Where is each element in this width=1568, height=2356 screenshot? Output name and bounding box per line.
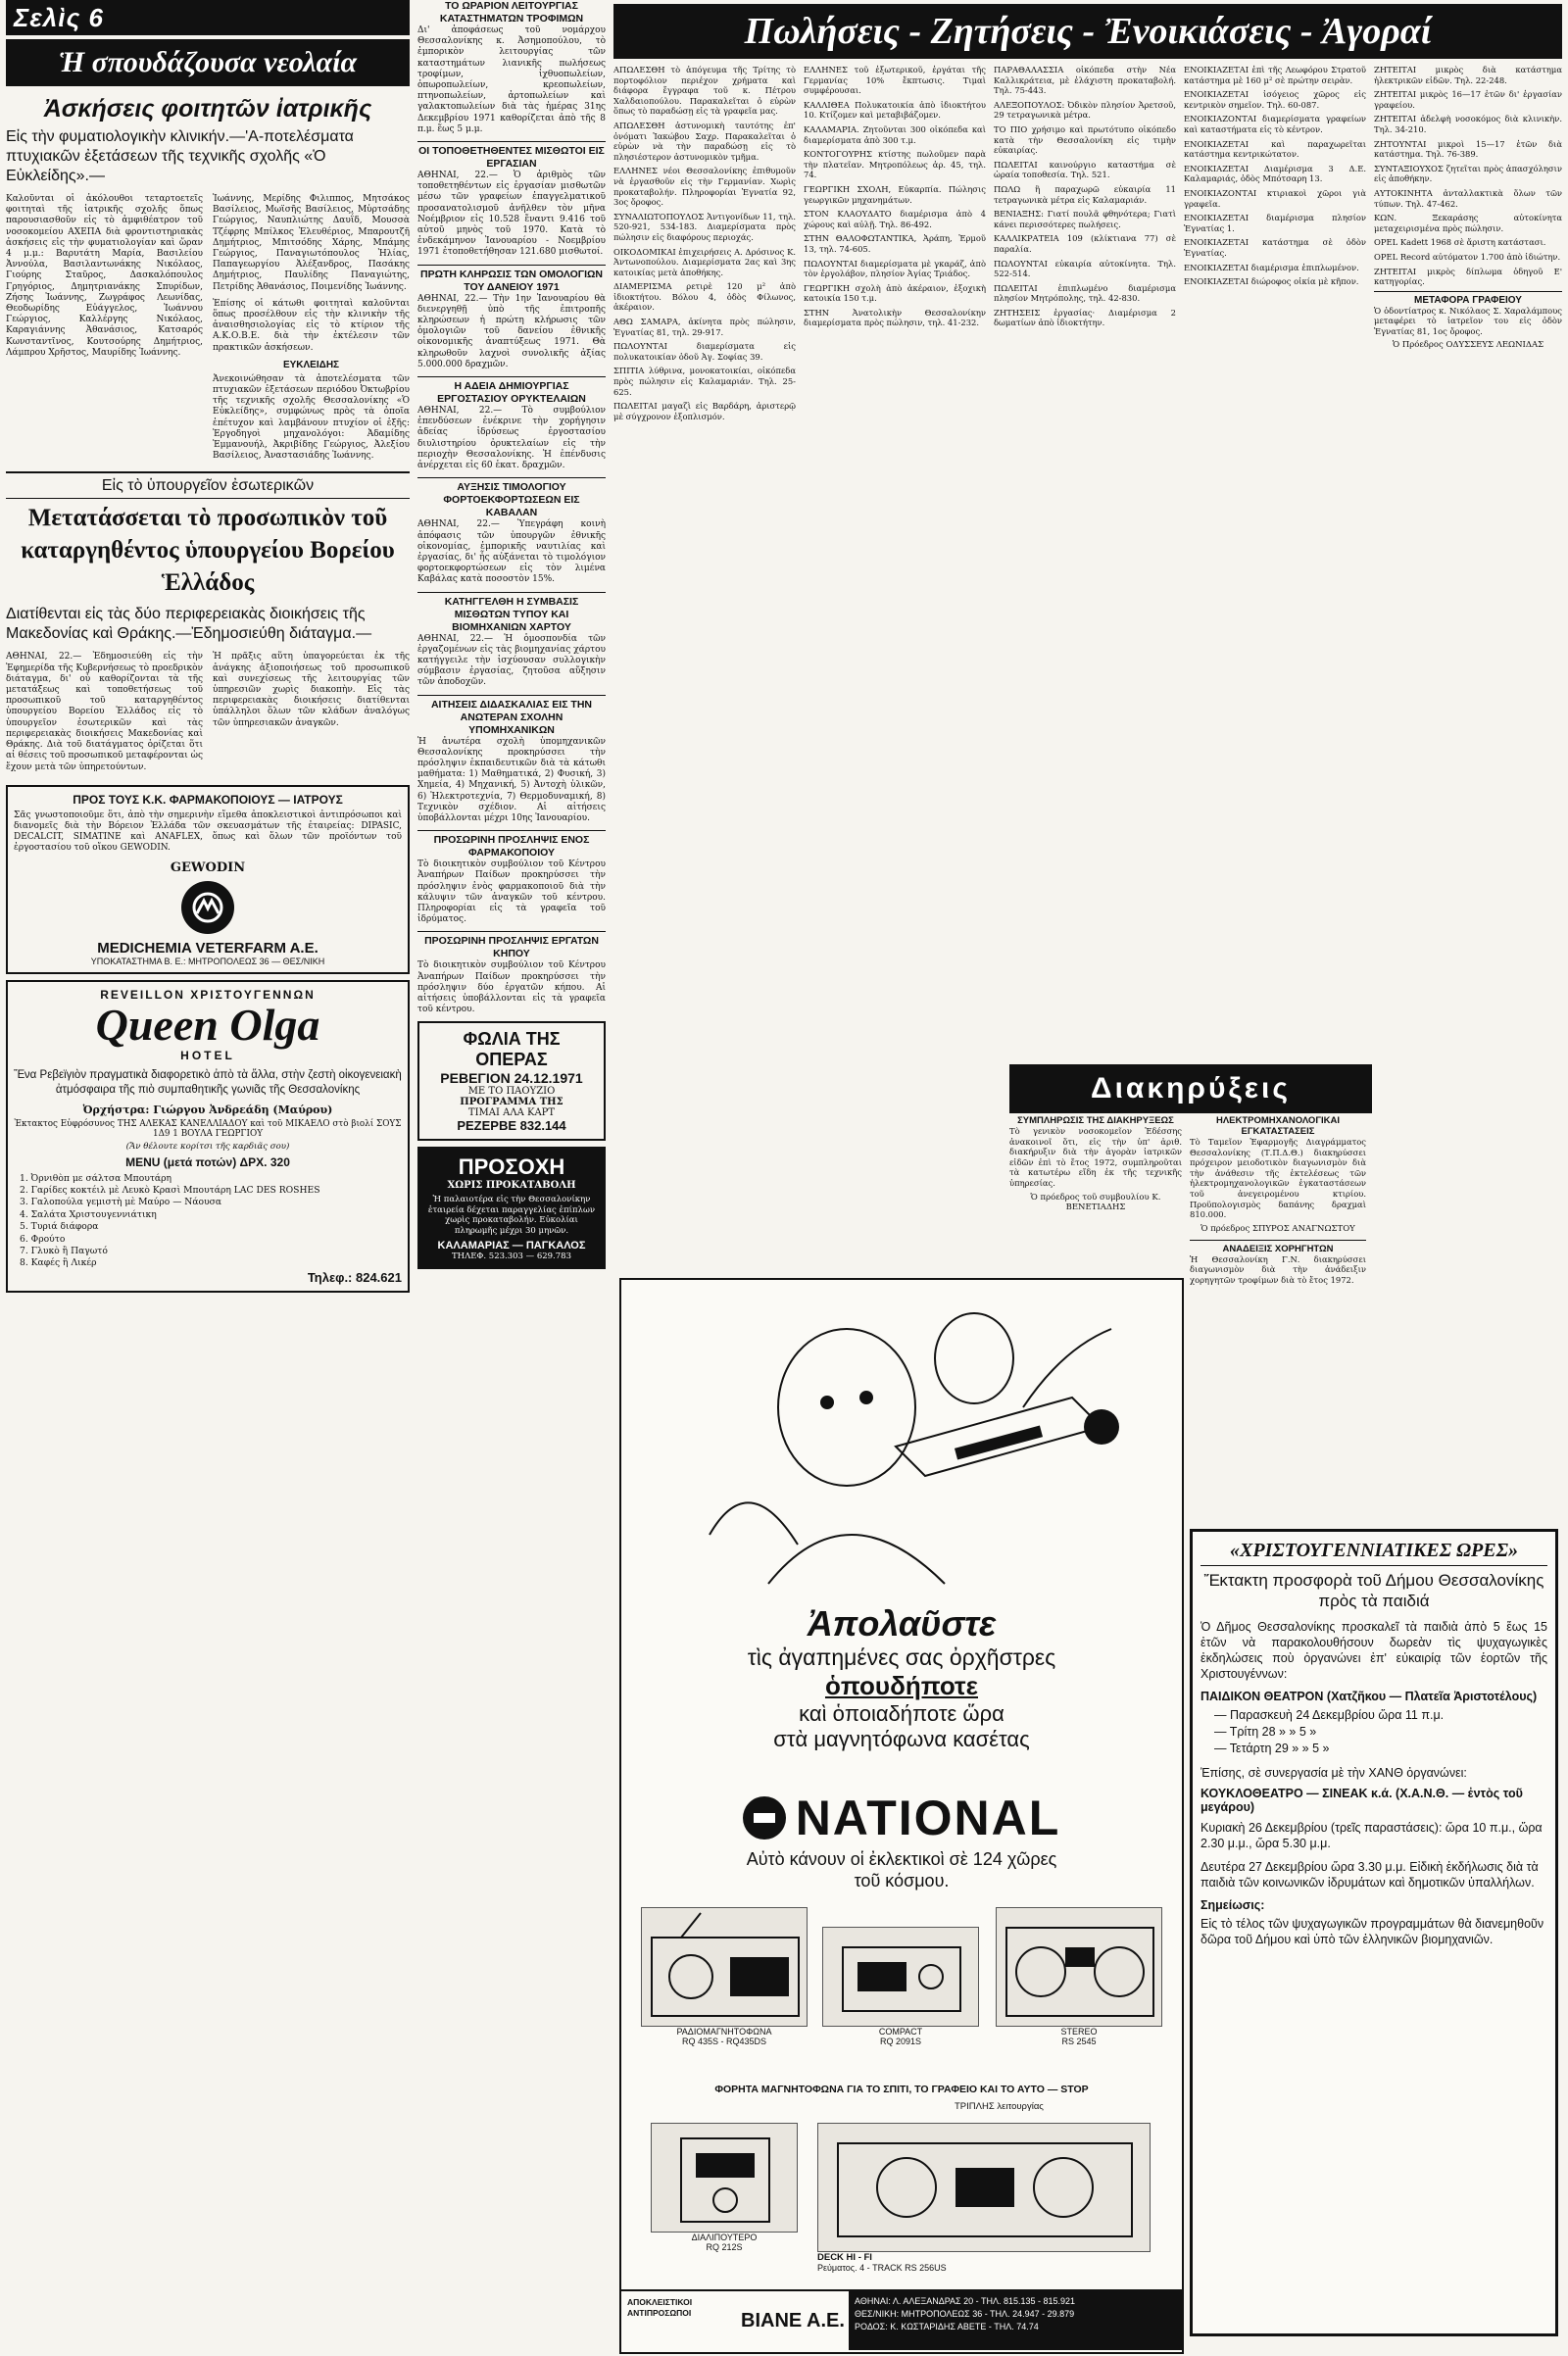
furniture-ad	[417, 1147, 606, 1269]
second-column	[417, 0, 606, 2356]
menu-item: 8. Καφές ἢ Λικέρ	[20, 1257, 97, 1269]
classified-column-a	[613, 65, 796, 1358]
classified-ad: ΖΗΤΕΙΤΑΙ μικρὸς διὰ κατάστημα ἠλεκτρικῶν εἰδῶν. Τηλ. 22-248.	[1374, 65, 1562, 85]
news-title: Η ΑΔΕΙΑ ΔΗΜΙΟΥΡΓΙΑΣ ΕΡΓΟΣΤΑΣΙΟΥ ΟΡΥΚΤΕΛΑΙΩΝ	[437, 380, 586, 406]
warn-title: ΠΡΟΣΟΧΗ	[458, 1154, 565, 1180]
dist-address: ΡΟΔΟΣ: Κ. ΚΩΣΤΑΡΙΔΗΣ ΑΒΕΤΕ - ΤΗΛ. 74.74	[855, 2322, 1039, 2331]
musician-illustration	[651, 1290, 1151, 1603]
classifieds-title: Πωλήσεις - Ζητήσεις - Ἐνοικιάσεις - Ἀγοραί	[744, 11, 1432, 52]
classified-ad: ΖΗΤΕΙΤΑΙ μικρὸς 16—17 ἐτῶν δι' ἐργασίαν γραφείου.	[1374, 89, 1562, 110]
office-move-body: Ὁ ὀδοντίατρος κ. Νικόλαος Σ. Χαραλάμπους μεταφέρει τὸ ἰατρεῖον του εἰς ὁδὸν Ἐγνατίας 81, 1ος ὄροφος.	[1374, 305, 1562, 336]
product-name: ΡΑΔΙΟΜΑΓΝΗΤΟΦΩΝΑ	[676, 2027, 772, 2037]
xmas-cinema: ΚΟΥΚΛΟΘΕΑΤΡΟ — ΣΙΝΕΑΚ κ.ά. (Χ.Α.Ν.Θ. — ἐντὸς τοῦ μεγάρου)	[1200, 1787, 1523, 1814]
xmas-session: Κυριακὴ 26 Δεκεμβρίου (τρεῖς παραστάσεις): ὥρα 10 π.μ., ὥρα 2.30 μ.μ., ὥρα 5.30 μ.μ.	[1200, 1821, 1543, 1850]
opera-ad	[417, 1021, 606, 1141]
classified-ad: ΠΑΡΑΘΑΛΑΣΣΙΑ οἰκόπεδα στὴν Νέα Καλλικράτεια, μὲ ἐλάχιστη προκαταβολή. Τηλ. 75-443.	[994, 65, 1176, 96]
classified-ad: ΖΗΤΕΙΤΑΙ ἀδελφὴ νοσοκόμος διὰ κλινικὴν. Τηλ. 34-210.	[1374, 114, 1562, 134]
diakiryxeis-banner	[1009, 1064, 1372, 1113]
news-item	[417, 699, 606, 825]
xmas-date: — Τετάρτη 29 » » 5 »	[1214, 1742, 1330, 1755]
opera-title: ΦΩΛΙΑ ΤΗΣ ΟΠΕΡΑΣ	[463, 1029, 561, 1070]
news-title: ΟΙ ΤΟΠΟΘΕΤΗΘΕΝΤΕΣ ΜΙΣΘΩΤΟΙ ΕΙΣ ΕΡΓΑΣΙΑΝ	[418, 145, 605, 171]
news-title: ΠΡΟΣΩΡΙΝΗ ΠΡΟΣΛΗΨΙΣ ΕΝΟΣ ΦΑΡΜΑΚΟΠΟΙΟΥ	[433, 834, 590, 859]
diak-left-body: Τὸ γενικὸν νοσοκομεῖον Ἐδέσσης ἀνακοινοῖ ὅτι, εἰς τὴν ὑπ' ἀριθ. διακήρυξιν διὰ τὴν ἀγορὰν ἰατρικῶν εἰδῶν ἐπὶ τὸ ἔτος 1972, συμπληροῦται τὰ κατωτέρω εἴδη ἐκ τῆς τεχνικῆς ὑπηρεσίας.	[1009, 1126, 1182, 1188]
product-code: Ρεύματος. 4 - TRACK RS 256US	[817, 2263, 947, 2273]
article-paragraph: Ἰωάννης, Μερίδης Φιλιππος, Μητσάκος Βασίλειος, Μωϊσῆς Βασίλειος, Μὑρτσάδης Γεώργιος, Ναυπλιώτης Δαυΐδ, Μουσσὰ Τζέφρης Μπίλκος Ἐλευθέριος, Μπαρουτζῆ Δημήτριος, Μπιτσόδης Χάρης, Μπάμης Γεώργιος, Παναγιωτόπουλος Ἠλίας, Παπαγεωργίου Ἀλέξανδρος, Πασάκης Δημήτριος, Παυλίδης Παναγιώτης, Πετρίδης Ἀθανάσιος, Ποιμενίδης Ἰωάννης.	[213, 194, 410, 292]
product-item	[651, 2123, 798, 2252]
product-item	[996, 1907, 1162, 2046]
orchestra: Ὀρχήστρα: Γιώργου Ἀνδρεάδη (Μαύρου)	[82, 1103, 333, 1116]
classified-ad: ΤΟ ΠΙΟ χρήσιμο καὶ πρωτότυπο οἰκόπεδο κατὰ τὴν Θεσσαλονίκη εἰς τιμὴν εὐκαιρίας.	[994, 123, 1176, 156]
classified-ad: OPEL Kadett 1968 σὲ ἄριστη κατάστασι.	[1374, 237, 1546, 248]
classified-ad: ΟΙΚΟΔΟΜΙΚΑΙ ἐπιχειρήσεις Α. Δρόσινος Κ. Ἀντωνοπούλου. Διαμερίσματα 2ας καὶ 3ης κατοικίας μετὰ ἀποθήκης.	[613, 246, 796, 277]
classified-ad: ΣΥΝΑΛΙΩΤΟΠΟΥΛΟΣ Ἀντιγονίδων 11, τηλ. 520-921, 534-183. Διαμερίσματα πρὸς πώλησιν εἰς διαφόρους περιοχάς.	[613, 211, 796, 242]
news-item	[417, 145, 606, 259]
classified-ad: ΠΩΛΟΥΝΤΑΙ διαμερίσματα εἰς πολυκατοικίαν ὀδοῦ Ἀγ. Σοφίας 39.	[613, 341, 796, 362]
warn-shop: ΚΑΛΑΜΑΡΙΑΣ — ΠΑΓΚΑΛΟΣ	[437, 1240, 586, 1252]
dist-name: ΒΙΑΝΕ Α.Ε.	[741, 2309, 845, 2331]
product-name: STEREO	[1060, 2027, 1098, 2037]
classified-ad: ΖΗΤΟΥΝΤΑΙ μικροὶ 15—17 ἐτῶν διὰ κατάστημα. Τηλ. 76-389.	[1374, 138, 1562, 160]
deck-hifi-image	[817, 2123, 1151, 2252]
slogan-line: τὶς ἀγαπημένες σας ὀρχῆστρες	[747, 1644, 1056, 1670]
classified-ad: ΚΟΝΤΟΓΟΥΡΗΣ κτίστης πωλοῦμεν παρὰ τὴν πλατεῖαν. Μητροπόλεως ἀρ. 45, τηλ. 74.	[804, 149, 986, 180]
classified-ad: ΓΕΩΡΓΙΚΗ σχολὴ ἀπὸ ἀκέραιον, ἐξοχικὴ κατοικία 150 τ.μ.	[804, 282, 986, 304]
article-kicker: Εἰς τὸ ὑπουργεῖον ἐσωτερικῶν	[101, 477, 315, 495]
classified-ad: ΠΩΛΟΥΝΤΑΙ εὐκαιρία αὐτοκίνητα. Τηλ. 522-514.	[994, 258, 1176, 279]
news-body: ΑΘΗΝΑΙ, 22.— Τὸ συμβούλιον ἐπενδύσεων ἐνέκρινε τὴν χορήγησιν ἀδείας ἱδρύσεως ἐργοστασίου διυλιστηρίου ὀρυκτελαίων εἰς τὴν περιοχὴν Θεσσαλονίκης. Ἡ ἐπένδυσις ἀνέρχεται εἰς 60 ἑκατ. δραχμῶν.	[417, 406, 606, 471]
article-paragraph: ΑΘΗΝΑΙ, 22.— Ἐδημοσιεύθη εἰς τὴν Ἐφημερίδα τῆς Κυβερνήσεως τὸ προεδρικὸν διάταγμα, δι' οὗ καθορίζονται τὰ τῆς μετατάξεως καὶ τοποθετήσεως τοῦ προσωπικοῦ τοῦ καταργηθέντος ὑπουργείου Βορείου Ἑλλάδος εἰς τὸ ὑπουργεῖον ἐσωτερικῶν καὶ τὰς περιφερειακὰς διοικήσεις Μακεδονίας καὶ Θράκης. Διὰ τοῦ διατάγματος ὁρίζεται ὅτι αἱ θέσεις τοῦ προσωπικοῦ μεταφέρονται ὡς ἔχουν μετὰ τῶν ὑπηρετούντων.	[6, 652, 203, 772]
classified-ad: ΕΛΛΗΝΕΣ νέοι Θεσσαλονίκης ἐπιθυμοῦν νὰ ἐργασθοῦν εἰς τὴν Γερμανίαν. Χωρὶς προκαταβολήν. Πληροφορίαι Ἐγνατία 92, 3ος ὄροφος.	[613, 166, 796, 208]
diak-right2-title: ΑΝΑΔΕΙΞΙΣ ΧΟΡΗΓΗΤΩΝ	[1222, 1243, 1334, 1254]
warn-sub: ΧΩΡΙΣ ΠΡΟΚΑΤΑΒΟΛΗ	[447, 1180, 576, 1192]
pharma-body: Σᾶς γνωστοποιοῦμε ὅτι, ἀπὸ τὴν σημερινὴν εἴμεθα ἀποκλειστικοὶ ἀντιπρόσωποι καὶ διανομεῖς διὰ τὴν Βόρειον Ἑλλάδα τῶν σκευασμάτων τῆς ἐταιρείας: DIPASIC, DECALCIT, SIMATINE καὶ ANAFLEX, ὅπως καὶ ὅλων τῶν προϊόντων τοῦ ἐργοστασίου τοῦ οἴκου GEWODIN.	[14, 810, 402, 854]
diak-right2-body: Ἡ Θεσσαλονίκη Γ.Ν. διακηρύσσει διαγωνισμὸν διὰ τὴν ἀνάδειξιν χορηγητῶν τροφίμων διὰ τὸ ἔτος 1972.	[1190, 1253, 1366, 1285]
xmas-theatre: ΠΑΙΔΙΚΟΝ ΘΕΑΤΡΟΝ (Χατζῆκου — Πλατεῖα Ἀριστοτέλους)	[1200, 1690, 1538, 1703]
news-body: ΑΘΗΝΑΙ, 22.— Τὴν 1ην Ἰανουαρίου θὰ διενεργηθῇ ὑπὸ τῆς ἐπιτροπῆς κληρώσεων ἡ πρώτη κλήρωσις τῶν ὁμολογιῶν τοῦ δανείου ἐθνικῆς οἰκονομικῆς ἀναπτύξεως 1971. Θὰ κληρωθοῦν λαχνοὶ συνολικῆς ἀξίας 5.000.000 δραχμῶν.	[417, 293, 606, 369]
classified-column-e	[1374, 12, 1562, 1521]
classified-ad: ΠΩΛΕΙΤΑΙ μαγαζὶ εἰς Βαρδάρη, ἀριστερῷ μὲ σύγχρονον ἐξοπλισμόν.	[613, 401, 796, 421]
classified-ad: ΖΗΤΕΙΤΑΙ μικρὸς δίπλωμα ὁδηγοῦ Ε' κατηγορίας.	[1374, 266, 1562, 287]
product-code: RQ 435S - RQ435DS	[681, 2037, 767, 2046]
article-medical-students	[6, 94, 410, 467]
classified-ad: ΠΩΛΩ ἢ παραχωρῶ εὐκαιρία 11 τετραγωνικὰ μέτρα εἰς Καλαμαριάν.	[994, 183, 1176, 205]
classified-ad: ΕΝΟΙΚΙΑΖΕΤΑΙ διαμέρισμα πλησίον Ἐγνατίας 1.	[1184, 213, 1366, 233]
opera-venue: ΜΕ ΤΟ ΠΑΟΥΖΙΟ	[467, 1086, 556, 1098]
news-body: Δι' ἀποφάσεως τοῦ νομάρχου Θεσσαλονίκης κ. Ἀσημοπούλου, τὸ ἐμπορικὸν λειτουργίας τῶν καταστημάτων λιανικῆς πωλήσεως τροφίμων, ἰχθυοπωλείων, ὀπωροπωλείων, κρεοπωλείων, πτηνοπωλείων, ἀρτοπωλείων καὶ γαλακτοπωλείων διὰ τὰς ἡμέρας 31ης Δεκεμβρίου 1971 καθορίζεται ἀπὸ τῆς 8 π.μ. ἕως 5 μ.μ.	[417, 25, 606, 134]
classified-ad: ΣΠΙΤΙΑ λύθρινα, μονοκατοικίαι, οἰκόπεδα πρὸς πώλησιν εἰς Καλαμαριάν. Τηλ. 25-625.	[613, 366, 796, 397]
xmas-title: «ΧΡΙΣΤΟΥΓΕΝΝΙΑΤΙΚΕΣ ΩΡΕΣ»	[1230, 1540, 1518, 1561]
medichemia-logo	[181, 881, 234, 934]
classified-ad: ΚΩΝ. Ξεκαράσης αὐτοκίνητα μεταχειρισμένα πρὸς πώλησιν.	[1374, 213, 1562, 233]
news-item	[417, 380, 606, 471]
classified-ad: ΑΥΤΟΚΙΝΗΤΑ ἀνταλλακτικὰ ὅλων τῶν τύπων. Τηλ. 47-462.	[1374, 187, 1562, 209]
christmas-notice	[1190, 1529, 1558, 2336]
classified-ad: ΠΩΛΕΙΤΑΙ καινούργιο καταστήμα σὲ ὡραία τοποθεσία. Τηλ. 521.	[994, 159, 1176, 180]
product-code: RQ 212S	[706, 2242, 743, 2252]
stereo-recorder-image	[996, 1907, 1162, 2027]
classified-column-c	[994, 65, 1176, 1055]
news-item	[417, 596, 606, 689]
xmas-date: — Τρίτη 28 » » 5 »	[1214, 1725, 1317, 1739]
article-paragraph: Ἡ πρᾶξις αὕτη ὑπαγορεύεται ἐκ τῆς ἀνάγκης ἀξιοποιήσεως τοῦ προσωπικοῦ καὶ συνεχίσεως τῆς λειτουργίας τῶν ὑπηρεσιῶν χωρὶς διακοπὴν. Εἰς τὰς περιφερειακὰς διοικήσεις διατίθενται ὑπάλληλοι ὅλων τῶν κλάδων ἀναλόγως τῶν ὑπηρεσιακῶν ἀναγκῶν.	[213, 652, 410, 728]
dist-address: ΑΘΗΝΑΙ: Λ. ΑΛΕΞΑΝΔΡΑΣ 20 - ΤΗΛ. 815.135 - 815.921	[855, 2296, 1076, 2306]
xmas-date: — Παρασκευὴ 24 Δεκεμβρίου ὥρα 11 π.μ.	[1214, 1708, 1445, 1722]
menu-label: MENU (μετά ποτών) ΔΡΧ. 320	[125, 1154, 290, 1169]
reveillon-intro: Ἕνα Ρεβεϊγιὸν πραγματικὰ διαφορετικὸ ἀπὸ τὰ ἄλλα, στὴν ζεστὴ οἰκογενειακὴ ἀτμόσφαιρα τῆς πιὸ συμπαθητικῆς γωνιᾶς τῆς Θεσσαλονίκης	[14, 1068, 402, 1096]
slogan-line: Ἀπολαῦστε	[807, 1603, 997, 1644]
slogan-line: ὁπουδήποτε	[824, 1671, 978, 1700]
xmas-intro: Ἔκτακτη προσφορὰ τοῦ Δήμου Θεσσαλονίκης πρὸς τὰ παιδιά	[1203, 1571, 1544, 1610]
national-logo-icon	[743, 1796, 786, 1840]
left-column	[6, 0, 410, 2356]
article-subheading: ΕΥΚΛΕΙΔΗΣ	[282, 359, 340, 370]
news-item	[417, 834, 606, 925]
classified-ad: ΕΝΟΙΚΙΑΖΕΤΑΙ διώροφος οἰκία μὲ κῆπον.	[1184, 276, 1359, 287]
warn-phone: ΤΗΛΕΦ. 523.303 — 629.783	[451, 1252, 571, 1262]
national-brand-row	[641, 1790, 1162, 1846]
product-name: ΔΙΑΛΙΠΟΥΤΕΡΟ	[691, 2233, 758, 2242]
classified-column-d	[1184, 65, 1366, 1055]
section-title: Σελὶς 6	[14, 2, 104, 32]
classified-ad: ΚΑΛΛΙΘΕΑ Πολυκατοικία ἀπὸ ἰδιοκτήτου 10. Κτίζομεν καὶ μεταβιβάζομεν.	[804, 99, 986, 121]
classified-ad: ΑΠΩΛΕΣΘΗ ἀστυνομικὴ ταυτότης ἐπ' ὀνόματι Ἰακώβου Σαχρ. Παρακαλεῖται ὁ εὑρὼν νὰ τὴν παραδώσῃ εἰς τὸ πλησιέστερον ἀστυνομικὸν τμῆμα.	[613, 120, 796, 162]
diak-left-sign: Ὁ πρόεδρος τοῦ συμβουλίου Κ. ΒΕΝΕΤΙΑΔΗΣ	[1030, 1192, 1161, 1212]
article-ministry	[6, 477, 410, 778]
menu-item: 3. Γαλοπούλα γεμιστὴ μὲ Μαύρο — Νάουσα	[20, 1197, 222, 1208]
news-body: Τὸ διοικητικὸν συμβούλιον τοῦ Κέντρου Ἀναπήρων Παίδων προκηρύσσει τὴν πρόσληψιν ἑνὸς φαρμακοποιοῦ διὰ τὴν κάλυψιν τῶν ἀναγκῶν τοῦ κέντρου. Πληροφορίαι εἰς τὰ γραφεῖα τοῦ ἱδρύματος.	[417, 859, 606, 925]
news-title: ΑΥΞΗΣΙΣ ΤΙΜΟΛΟΓΙΟΥ ΦΟΡΤΟΕΚΦΟΡΤΩΣΕΩΝ ΕΙΣ ΚΑΒΑΛΑΝ	[443, 481, 580, 519]
classified-ad: ΓΕΩΡΓΙΚΗ ΣΧΟΛΗ, Εὐκαρπία. Πώλησις γεωργικῶν μηχανημάτων.	[804, 183, 986, 205]
diakiryxeis-title: Διακηρύξεις	[1091, 1072, 1291, 1104]
news-title: ΑΙΤΗΣΕΙΣ ΔΙΔΑΣΚΑΛΙΑΣ ΕΙΣ ΤΗΝ ΑΝΩΤΕΡΑΝ ΣΧΟΛΗΝ ΥΠΟΜΗΧΑΝΙΚΩΝ	[430, 698, 593, 736]
classified-ad: ΣΥΝΤΑΞΙΟΥΧΟΣ ζητεῖται πρὸς ἀπασχόλησιν εἰς ἀποθήκην.	[1374, 163, 1562, 184]
diak-right-title: ΗΛΕΚΤΡΟΜΗΧΑΝΟΛΟΓΙΚΑΙ ΕΓΚΑΤΑΣΤΑΣΕΙΣ	[1215, 1115, 1341, 1137]
hotel-phone: Τηλεφ.: 824.621	[307, 1269, 402, 1285]
extras: Ἐκτακτος Εὐφρόσυνος ΤΗΣ ΑΛΕΚΑΣ ΚΑΝΕΛΛΙΑΔΟΥ καὶ τοῦ ΜΙΚΑΕΛΟ στὸ βιολί ΣΟΥΣ 1Δ9 1 ΒΟΥΛΑ ΓΕΩΡΓΙΟΥ	[14, 1118, 402, 1139]
diak-right-body: Τὸ Ταμεῖον Ἐφαρμογῆς Διαγράμματος Θεσσαλονίκης (Τ.Π.Δ.Θ.) διακηρύσσει πρόχειρον μειοδοτικὸν διαγωνισμὸν διὰ τὴν ἀνάθεσιν τῆς ἐκτελέσεως τῶν ἠλεκτρομηχανολογικῶν ἐγκαταστάσεων τοῦ ἀνεγειρομένου κτιρίου. Προϋπολογισμὸς δαπάνης δραχμαὶ 810.000.	[1190, 1137, 1366, 1220]
classified-ad: ΠΩΛΕΙΤΑΙ ἐπιπλωμένο διαμέρισμα πλησίον Μητρόπολης, τηλ. 42-830.	[994, 282, 1176, 304]
classified-ad: ΚΑΛΑΜΑΡΙΑ. Ζητοῦνται 300 οἰκόπεδα καὶ διαμερίσματα ἀπὸ 300 τ.μ.	[804, 123, 986, 145]
news-item	[417, 481, 606, 585]
news-title: ΚΑΤΗΓΓΕΛΘΗ Η ΣΥΜΒΑΣΙΣ ΜΙΣΘΩΤΩΝ ΤΥΠΟΥ ΚΑΙ ΒΙΟΜΗΧΑΝΙΩΝ ΧΑΡΤΟΥ	[444, 595, 579, 633]
diak-left-title: ΣΥΜΠΛΗΡΩΣΙΣ ΤΗΣ ΔΙΑΚΗΡΥΞΕΩΣ	[1017, 1115, 1174, 1126]
xmas-session: Δευτέρα 27 Δεκεμβρίου ὥρα 3.30 μ.μ. Εἰδικὴ ἐκδήλωσις διὰ τὰ παιδιὰ τῶν κοινωνικῶν ἱδρυμάτων καὶ δημοτικῶν ὑπαλλήλων.	[1200, 1860, 1539, 1890]
product-item	[822, 1927, 979, 2046]
opera-program: ΠΡΟΓΡΑΜΜΑ ΤΗΣ	[460, 1097, 564, 1108]
hotel-name: Queen Olga	[95, 999, 320, 1050]
article-paragraph: Ἀνεκοινώθησαν τὰ ἀποτελέσματα τῶν πτυχιακῶν ἐξετάσεων περιόδου Ὀκτωβρίου τῆς τεχνικῆς σχολῆς Θεσσαλονίκης «Ὁ Εὐκλείδης», συμφώνως πρὸς τὰ ὁποῖα ἐπέτυχον καὶ λαμβάνουν πτυχίον οἱ ἑξῆς: Ἐργοδηγοὶ μηχανολόγοι: Ἀδαμίδης Ἐμμανουήλ, Ἀκριβίδης Γεώργιος, Ἀλεξίου Βασίλειος, Ἀναστασιάδης Ἰωάννης.	[213, 373, 410, 462]
news-title: ΤΟ ΩΡΑΡΙΟΝ ΛΕΙΤΟΥΡΓΙΑΣ ΚΑΤΑΣΤΗΜΑΤΩΝ ΤΡΟΦΙΜΩΝ	[439, 0, 584, 25]
national-tagline: Αὐτὸ κάνουν οἱ ἐκλεκτικοὶ σὲ 124 χῶρες τοῦ κόσμου.	[746, 1849, 1057, 1890]
news-item	[417, 935, 606, 1015]
national-brand: NATIONAL	[795, 1791, 1061, 1845]
menu-list	[14, 1173, 402, 1270]
news-item	[417, 0, 606, 135]
classified-ad: ΕΝΟΙΚΙΑΖΕΤΑΙ κατάστημα σὲ ὁδὸν Ἐγνατίας.	[1184, 237, 1366, 258]
reveillon-title: REVEILLON ΧΡΙΣΤΟΥΓΕΝΝΩΝ	[100, 987, 316, 1002]
classified-ad: ΣΤΟΝ ΚΛΑΟΥΔΑΤΟ διαμέρισμα ἀπὸ 4 χώρους καὶ αὐλῇ. Τηλ. 86-492.	[804, 209, 986, 229]
product-code: RS 2545	[1061, 2037, 1097, 2046]
classified-ad: ΕΝΟΙΚΙΑΖΕΤΑΙ διαμέρισμα ἐπιπλωμένον.	[1184, 262, 1359, 272]
hotel-label: HOTEL	[180, 1048, 235, 1062]
youth-banner-text: Ἡ σπουδάζουσα νεολαία	[58, 46, 358, 78]
classified-ad: ΕΝΟΙΚΙΑΖΟΝΤΑΙ διαμερίσματα γραφείων καὶ καταστήματα εἰς τὸ κέντρον.	[1184, 114, 1366, 134]
diakiryxi-left	[1009, 1115, 1182, 1272]
product-row	[641, 1907, 1162, 2074]
news-body: ΑΘΗΝΑΙ, 22.— Ὁ ἀριθμὸς τῶν τοποθετηθέντων εἰς ἐργασίαν μισθωτῶν μέσω τῶν γραφείων ἐπαγγελματικοῦ προσανατολισμοῦ ἀνῆλθεν τὸν μῆνα Νοέμβριον εἰς 10.528 ἔναντι 9.416 τοῦ αὐτοῦ μηνὸς τοῦ 1970. Κατὰ τὸ ἑνδεκάμηνον Ἰανουαρίου - Νοεμβρίου 1971 ἐτοποθετήθησαν 121.680 μισθωτοί.	[417, 171, 606, 258]
product-item	[817, 2123, 1151, 2273]
small-recorder-image	[651, 2123, 798, 2233]
xmas-coop: Ἐπίσης, σὲ συνεργασία μὲ τὴν ΧΑΝΘ ὀργανώνει:	[1200, 1766, 1467, 1780]
classified-ad: ΕΛΛΗΝΕΣ τοῦ ἐξωτερικοῦ, ἐργάται τῆς Γερμανίας 10% ἔκπτωσις. Τιμαὶ συμφέρουσαι.	[804, 65, 986, 96]
slogan-line: καὶ ὁποιαδήποτε ὥρα	[799, 1701, 1004, 1726]
classified-ad: ΕΝΟΙΚΙΑΖΕΤΑΙ ἰσόγειος χῶρος εἰς κεντρικὸν σημεῖον. Τηλ. 60-087.	[1184, 89, 1366, 110]
pharma-address: ΥΠΟΚΑΤΑΣΤΗΜΑ Β. Ε.: ΜΗΤΡΟΠΟΛΕΩΣ 36 — ΘΕΣ/ΝΙΚΗ	[90, 956, 325, 966]
xmas-notes: Εἰς τὸ τέλος τῶν ψυχαγωγικῶν προγραμμάτων θὰ διανεμηθοῦν δῶρα τοῦ Δήμου καὶ ὑπὸ τῶν ἑλληνικῶν βιομηχανιῶν.	[1200, 1917, 1544, 1946]
classified-ad: ΣΤΗΝ ΘΑΛΟΦΩΤΑΝΤΙΚΑ, Ἀράπη, Ἐρμοῦ 13, τηλ. 74-605.	[804, 233, 986, 254]
opera-event: ΡΕΒΕΓΙΟΝ 24.12.1971	[440, 1070, 583, 1087]
article-headline: Ἀσκήσεις φοιτητῶν ἰατρικῆς	[43, 95, 372, 123]
news-body: Τὸ διοικητικὸν συμβούλιον τοῦ Κέντρου Ἀναπήρων Παίδων προκηρύσσει τὴν πρόσληψιν δύο ἐργατῶν κήπου. Αἱ αἰτήσεις ὑποβάλλονται εἰς τὰ γραφεῖα τοῦ κέντρου.	[417, 960, 606, 1015]
classified-ad: ΔΙΑΜΕΡΙΣΜΑ ρετιρὲ 120 μ² ἀπὸ ἰδιοκτήτου. Βόλου 4, ὁδὸς Φίλωνος, ἀκέραιον.	[613, 281, 796, 313]
national-slogan	[641, 1603, 1162, 1752]
menu-item: 1. Ὀρνιθὸπ με σάλτσα Μπουτάρη	[20, 1172, 172, 1184]
classified-ad: ΠΩΛΟΥΝΤΑΙ διαμερίσματα μὲ γκαράζ, ἀπὸ τὸν ἐργολάβον, πλησίον Ἀγίας Τριάδος.	[804, 258, 986, 279]
pharma-company: MEDICHEMIA VETERFARM A.E.	[97, 939, 318, 957]
opera-phone: ΡΕΖΕΡΒΕ 832.144	[457, 1118, 566, 1134]
office-move-sign: Ὁ Πρόεδρος ΟΔΥΣΣΕΥΣ ΛΕΩΝΙΔΑΣ	[1392, 340, 1544, 351]
menu-item: 6. Φρούτο	[20, 1233, 66, 1245]
menu-item: 7. Γλυκὸ ἢ Παγωτό	[20, 1245, 108, 1256]
radio-recorder-image	[641, 1907, 808, 2027]
news-body: ΑΘΗΝΑΙ, 22.— Ἡ ὁμοσπονδία τῶν ἐργαζομένων εἰς τὰς βιομηχανίας χάρτου κατήγγειλε τὴν ἰσχύουσαν συλλογικὴν σύμβασιν ἐργασίας, ζητοῦσα αὔξησιν τῶν ἀποδοχῶν.	[417, 633, 606, 688]
national-ad	[619, 1278, 1184, 2354]
product-name: DECK HI - FI	[817, 2252, 872, 2263]
note: (Ἄν θέλουτε κορίτσι τῆς καρδιᾶς σου)	[125, 1141, 290, 1152]
classified-ad: ΕΝΟΙΚΙΑΖΕΤΑΙ καὶ παραχωρεῖται κατάστημα κεντρικώτατον.	[1184, 138, 1366, 160]
classified-ad: ΒΕΝΙΑΞΗΣ: Γιατί πουλᾶ φθηνότερα; Γιατὶ κάνει περισσότερες πωλήσεις.	[994, 209, 1176, 229]
classified-ad: ΑΘΩ ΣΑΜΑΡΑ, ἀκίνητα πρὸς πώλησιν, Ἐγνατίας 81, τηλ. 29-917.	[613, 317, 796, 337]
classified-column-b	[804, 65, 986, 1074]
article-paragraph: Ἐπίσης οἱ κάτωθι φοιτηταὶ καλοῦνται ὅπως προσέλθουν εἰς τὴν κλινικὴν τῆς ἀναισθησιολογίας εἰς τὸ κτίριον τῆς Α.Κ.Ο.Β.Ε. διὰ τὴν ἐκτέλεσιν τῶν πρακτικῶν ἀσκήσεων.	[213, 298, 410, 353]
menu-item: 2. Γαρίδες κοκτέιλ μὲ Λευκὸ Κρασὶ Μπουτάρη LAC DES ROSHES	[20, 1184, 320, 1196]
product-name: COMPACT	[878, 2027, 923, 2037]
menu-item: 5. Τυριά διάφορα	[20, 1221, 99, 1233]
xmas-notes-label: Σημείωσις:	[1200, 1898, 1265, 1912]
section-header	[6, 0, 410, 35]
classified-ad: ΕΝΟΙΚΙΑΖΕΤΑΙ ἐπὶ τῆς Λεωφόρου Στρατοῦ κατάστημα μὲ 160 μ² σὲ πρώτην σειρὰν.	[1184, 65, 1366, 85]
xmas-body: Ὁ Δῆμος Θεσσαλονίκης προσκαλεῖ τὰ παιδιὰ ἀπὸ 5 ἕως 15 ἐτῶν νὰ παρακολουθήσουν δωρεὰν τὶς ψυχαγωγικὲς ἐκδηλώσεις ποὺ ὀργανώνει ἐπ' εὐκαιρίᾳ τῶν ἑορτῶν τῆς Χριστουγέννων:	[1200, 1620, 1547, 1681]
classified-ad: ΑΠΩΛΕΣΘΗ τὸ ἀπόγευμα τῆς Τρίτης τὸ πορτοφόλιον περιέχον χρήματα καὶ διάφορα ἔγγραφα τοῦ κ. Πέτρου Χαλδαιοπούλου. Παρακαλεῖται ὁ εὑρὼν ὅπως τὸ παραδώσῃ εἰς τὰ γραφεῖα μας.	[613, 65, 796, 117]
classified-ad: ΣΤΗΝ Ἀνατολικὴν Θεσσαλονίκην διαμερίσματα πρὸς πώλησιν, τηλ. 41-232.	[804, 307, 986, 328]
article-subhead: Διατίθενται εἰς τὰς δύο περιφερειακὰς διοικήσεις τῆς Μακεδονίας καὶ Θράκης.—Ἐδημοσιεύθη διάταγμα.—	[6, 606, 372, 643]
product-item	[641, 1907, 808, 2046]
news-body: Ἡ ἀνωτέρα σχολὴ ὑπομηχανικῶν Θεσσαλονίκης προκηρύσσει τὴν πρόσληψιν ἐκπαιδευτικῶν διὰ τὰ κάτωθι μαθήματα: 1) Μαθηματικά, 2) Φυσική, 3) Χημεία, 4) Μηχανική, 5) Ἀντοχὴ ὑλικῶν, 6) Ἠλεκτροτεχνία, 7) Θερμοδυναμική, 8) Τεχνικὸν σχέδιον. Αἱ αἰτήσεις ὑποβάλλονται μέχρι 10ης Ἰανουαρίου.	[417, 736, 606, 823]
news-item	[417, 269, 606, 370]
diak-right-sign: Ὁ πρόεδρος ΣΠΥΡΟΣ ΑΝΑΓΝΩΣΤΟΥ	[1200, 1223, 1355, 1234]
classified-ad: ΚΑΛΛΙΚΡΑΤΕΙΑ 109 (κλίκτιανα 77) σὲ παραλία.	[994, 233, 1176, 254]
warn-body: Ἡ παλαιοτέρα εἰς τὴν Θεσσαλονίκην ἐταιρεία δέχεται παραγγελίας ἐπίπλων χωρὶς προκαταβολήν. Εὐκολίαι πληρωμῆς μέχρι 30 μηνῶν.	[427, 1195, 596, 1236]
dist-address: ΘΕΣ/ΝΙΚΗ: ΜΗΤΡΟΠΟΛΕΩΣ 36 - ΤΗΛ. 24.947 - 29.879	[855, 2309, 1075, 2319]
menu-item: 4. Σαλάτα Χριστουγεννιάτικη	[20, 1208, 157, 1220]
article-paragraph: Καλοῦνται οἱ ἀκόλουθοι τεταρτοετεῖς φοιτηταὶ τῆς ἰατρικῆς σχολῆς ὅπως παρουσιασθοῦν εἰς τὸ ἀμφιθέατρον τοῦ νοσοκομείου ΑΧΕΠΑ διὰ φροντιστηριακὰς ἀσκήσεις εἰς τὴν φυματιολογίαν καὶ ὥραν 4 μ.μ.: Βαρυτάτη Μαρία, Βασιλείου Ἀννούλα, Βασιλαντωνάκης Νικόλαος, Γιούρης Σταῦρος, Δασκαλόπουλος Γρηγόριος, Δημητριανάκης Σπυρίδων, Ζήσης Ἰωάννης, Ζωγράφος Λεωνίδας, Θεοδωρίδης Εὐάγγελος, Ἰωάννου Γεώργιος, Καλλέργης Νικόλαος, Καραγιάννης Ἀθανάσιος, Κατσαρός Κωνσταντῖνος, Κουτσούρης Δημήτριος, Λάμπρου Χρῆστος, Μαυρίδης Ἰωάννης.	[6, 194, 203, 358]
article-headline: Μετατάσσεται τὸ προσωπικὸν τοῦ καταργηθέντος ὑπουργείου Βορείου Ἑλλάδος	[21, 505, 395, 597]
classified-ad: ΑΛΕΞΟΠΟΥΛΟΣ: Ὀδικὸν πλησίον Ἀρετσοῦ, 29 τετραγωνικὰ μέτρα.	[994, 99, 1176, 121]
pharma-ad	[6, 785, 410, 974]
classified-ad: ΖΗΤΗΣΕΙΣ ἐργασίας· Διαμέρισμα 2 δωματίων ἀπὸ ἰδιοκτήτην.	[994, 307, 1176, 328]
article-subhead: Εἰς τὴν φυματιολογικὴν κλινικήν.—'Α-ποτελέσματα πτυχιακῶν ἐξετάσεων τῆς τεχνικῆς σχολῆς «Ὁ Εὐκλείδης».—	[6, 128, 354, 184]
news-title: ΠΡΩΤΗ ΚΛΗΡΩΣΙΣ ΤΩΝ ΟΜΟΛΟΓΙΩΝ ΤΟΥ ΔΑΝΕΙΟΥ 1971	[419, 268, 603, 293]
queen-olga-ad	[6, 980, 410, 1293]
news-body: ΑΘΗΝΑΙ, 22.— Ὑπεγράφη κοινὴ ἀπόφασις τῶν ὑπουργῶν ἐθνικῆς οἰκονομίας, ἐμπορικῆς ναυτιλίας καὶ ἐργασίας, δι' ἧς αὐξάνεται τὸ τιμολόγιον φορτοεκφορτώσεων εἰς τὸν λιμένα Καβάλας κατὰ ποσοστὸν 15%.	[417, 519, 606, 585]
opera-price: ΤΙΜΑΙ ΑΛΑ ΚΑΡΤ	[467, 1107, 556, 1119]
compact-recorder-image	[822, 1927, 979, 2027]
slogan-line: στὰ μαγνητόφωνα κασέτας	[773, 1727, 1030, 1751]
portable-banner: ΦΟΡΗΤΑ ΜΑΓΝΗΤΟΦΩΝΑ ΓΙΑ ΤΟ ΣΠΙΤΙ, ΤΟ ΓΡΑΦΕΙΟ ΚΑΙ ΤΟ ΑΥΤΟ — STOP	[714, 2084, 1089, 2095]
classified-ad: ΕΝΟΙΚΙΑΖΟΝΤΑΙ κτιριακοὶ χῶροι γιὰ γραφεῖα.	[1184, 187, 1366, 209]
classified-ad: ΕΝΟΙΚΙΑΖΕΤΑΙ Διαμέρισμα 3 Δ.Ε. Καλαμαριάς, ὁδὸς Μπότσαρη 13.	[1184, 163, 1366, 184]
pharma-heading: ΠΡΟΣ ΤΟΥΣ Κ.Κ. ΦΑΡΜΑΚΟΠΟΙΟΥΣ — ΙΑΤΡΟΥΣ	[73, 792, 343, 807]
classified-ad: OPEL Record αὐτόματον 1.700 ἀπὸ ἰδιώτην.	[1374, 251, 1561, 262]
battery-note: ΤΡΙΠΛΗΣ λειτουργίας	[955, 2101, 1044, 2112]
office-move-title: ΜΕΤΑΦΟΡΑ ΓΡΑΦΕΙΟΥ	[1414, 294, 1522, 306]
dist-label: ΑΠΟΚΛΕΙΣΤΙΚΟΙ ΑΝΤΙΠΡΟΣΩΠΟΙ	[627, 2297, 693, 2318]
youth-banner	[6, 39, 410, 86]
news-title: ΠΡΟΣΩΡΙΝΗ ΠΡΟΣΛΗΨΙΣ ΕΡΓΑΤΩΝ ΚΗΠΟΥ	[424, 935, 599, 960]
product-code: RQ 2091S	[879, 2037, 922, 2046]
pharma-brand: GEWODIN	[170, 859, 246, 875]
distributor-strip	[621, 2289, 1182, 2350]
